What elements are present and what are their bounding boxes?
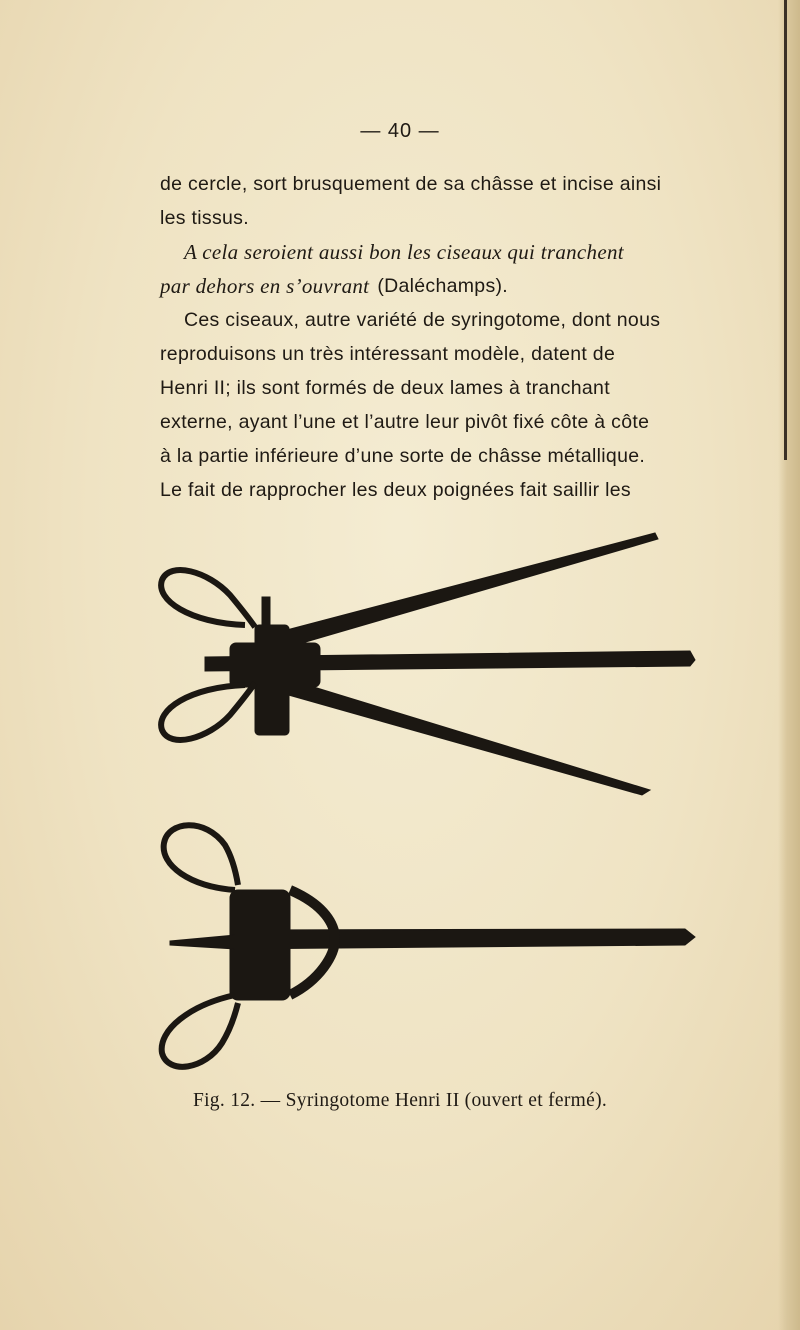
text-line [160, 201, 736, 235]
paragraph-3-line-3: Henri II; ils sont formés de deux lames à tranchant [160, 377, 610, 399]
paragraph-3-line-4: externe, ayant l’une et l’autre leur pivôt fixé côte à côte [160, 411, 650, 433]
quote-line-1: A cela seroient aussi bon les ciseaux qui tranchent [184, 240, 624, 264]
page-edge-shadow [778, 0, 800, 1330]
paragraph-3-line-1: Ces ciseaux, autre variété de syringotome, dont nous [184, 309, 661, 331]
paragraph-1-line-2: les tissus. [160, 207, 249, 229]
page-edge-line [784, 0, 787, 460]
quote-line [160, 269, 736, 303]
page-number: — 40 — [360, 120, 440, 142]
text-line [160, 405, 736, 439]
quote-line [160, 235, 736, 269]
text-line [160, 473, 736, 507]
text-line [160, 303, 736, 337]
figure-caption: Fig. 12. — Syringotome Henri II (ouvert et fermé). [192, 1090, 608, 1111]
text-line [160, 337, 736, 371]
syringotome-figure [150, 525, 710, 1085]
quote-attribution: (Daléchamps). [377, 275, 509, 297]
paragraph-3-line-5: à la partie inférieure d’une sorte de châsse métallique. [160, 445, 646, 467]
syringotome-open-illustration [161, 533, 695, 795]
body-text [160, 167, 736, 507]
text-line [160, 167, 736, 201]
quote-line-2-italic: par dehors en s’ouvrant [160, 274, 370, 298]
paragraph-1-line-1: de cercle, sort brusquement de sa châsse et incise ainsi [160, 173, 662, 195]
paragraph-3-line-2: reproduisons un très intéressant modèle, datent de [160, 343, 616, 365]
syringotome-closed-illustration [162, 825, 695, 1067]
paragraph-3-line-6: Le fait de rapprocher les deux poignées fait saillir les [160, 479, 631, 501]
text-line [160, 439, 736, 473]
text-line [160, 371, 736, 405]
